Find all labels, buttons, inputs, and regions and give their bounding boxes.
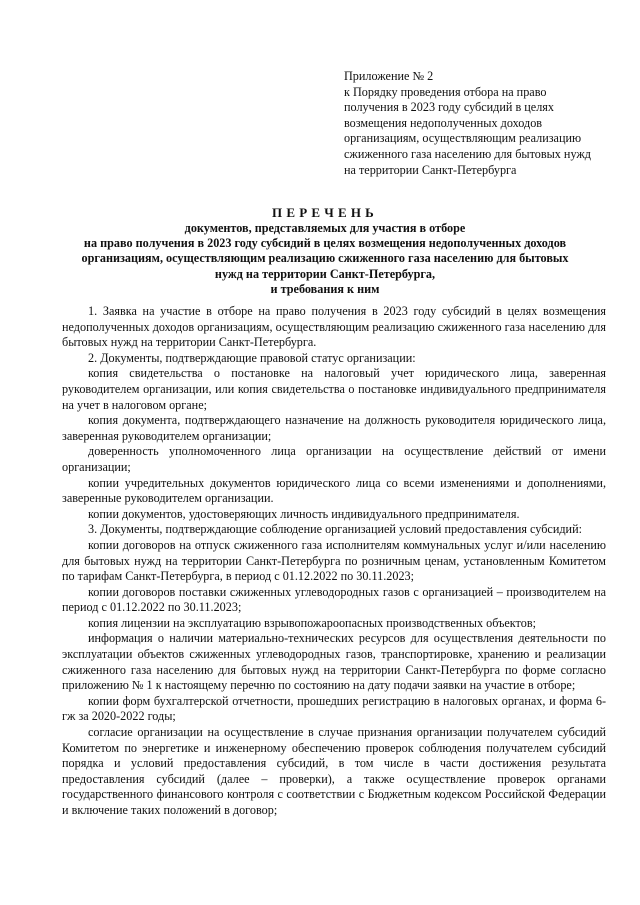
appendix-line: Приложение № 2 — [344, 69, 434, 83]
paragraph-2-item: копии документов, удостоверяющих личность индивидуального предпринимателя. — [88, 506, 520, 521]
appendix-header — [344, 69, 614, 178]
paragraph-2-item: доверенность уполномоченного лица организации на осуществление действий от имени организации; — [62, 444, 606, 474]
paragraph-1: 1. Заявка на участие в отборе на право получения в 2023 году субсидий в целях возмещения недополученных доходов организациям, осуществляющим реализацию сжиженного газа населению для бытовых нужд на территории Санкт-Петербурга. — [62, 304, 606, 350]
document-title — [40, 204, 610, 297]
appendix-line: возмещения недополученных доходов — [344, 115, 543, 130]
title-line: и требования к ним — [270, 281, 380, 296]
paragraph-3-item: копии договоров на отпуск сжиженного газа исполнителям коммунальных услуг и/или населению для бытовых нужд на территории Санкт-Петербурга по розничным ценам, установленным Комитетом по тарифам Санкт-Петербурга, в период с 01.12.2022 по 30.11.2023; — [62, 537, 606, 584]
title-line: организациям, осуществляющим реализацию сжиженного газа населению для бытовых — [81, 251, 569, 266]
title-line: документов, представляемых для участия в отборе — [184, 221, 466, 235]
appendix-line: организациям, осуществляющим реализацию — [344, 131, 582, 146]
paragraph-2-item: копия свидетельства о постановке на налоговый учет юридического лица, заверенная руководителем организации, или копия свидетельства о постановке индивидуального предпринимателя на учет в налоговом органе; — [62, 366, 606, 412]
paragraph-3-item: копия лицензии на эксплуатацию взрывопожароопасных производственных объектов; — [88, 615, 536, 630]
paragraph-2-item: копии учредительных документов юридического лица со всеми изменениями и дополнениями, заверенные руководителем организации. — [62, 475, 606, 506]
paragraph-3-item: согласие организации на осуществление в случае признания организации получателем субсидий Комитетом по энергетике и инженерному обеспечению проверок соблюдения получателем субсидий порядка и условий предоставления субсидий, в том числе в части достижения результата предоставления субсидий (далее – проверки), а также осуществление проверок органами государственного финансового контроля с соответствии с Бюджетным кодексом Российской Федерации и включение таких положений в договор; — [62, 725, 606, 817]
appendix-line: на территории Санкт-Петербурга — [344, 162, 517, 177]
appendix-line: сжиженного газа населению для бытовых нужд — [344, 146, 592, 161]
appendix-line: получения в 2023 году субсидий в целях — [344, 100, 554, 115]
paragraph-2-item: копия документа, подтверждающего назначение на должность руководителя юридического лица, заверенная руководителем организации; — [62, 413, 606, 443]
document-body — [62, 304, 606, 819]
title-word: ПЕРЕЧЕНЬ — [272, 205, 378, 220]
paragraph-2: 2. Документы, подтверждающие правовой статус организации: — [88, 350, 416, 365]
appendix-line: к Порядку проведения отбора на право — [344, 84, 547, 99]
paragraph-3: 3. Документы, подтверждающие соблюдение организацией условий предоставления субсидий: — [88, 522, 582, 537]
paragraph-3-item: копии договоров поставки сжиженных углеводородных газов с организацией – производителем на период с 01.12.2022 по 30.11.2023; — [62, 584, 606, 615]
title-line: на право получения в 2023 году субсидий в целях возмещения недополученных доходов — [83, 236, 567, 251]
paragraph-3-item: информация о наличии материально-технических ресурсов для осуществления деятельности по эксплуатации объектов сжиженных углеводородных газов, транспортировке, хранению и реализации сжиженного газа населению для бытовых нужд на территории Санкт-Петербурга по форме согласно приложению № 1 к настоящему перечню по состоянию на дату подачи заявки на участие в отборе; — [62, 631, 606, 693]
title-line: нужд на территории Санкт-Петербурга, — [214, 266, 436, 281]
paragraph-3-item: копии форм бухгалтерской отчетности, прошедших регистрацию в налоговых органах, и форма 6-гж за 2020-2022 годы; — [62, 693, 606, 724]
